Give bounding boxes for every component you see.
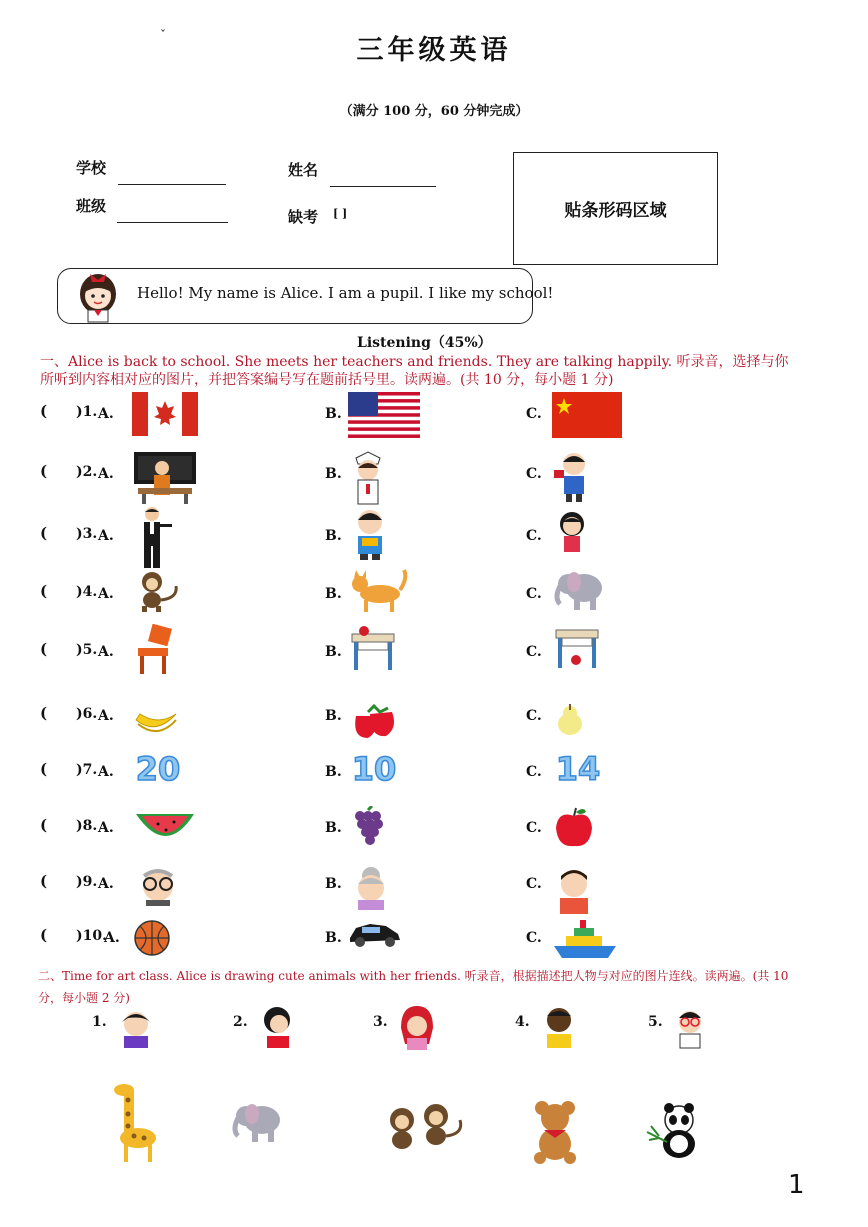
question-row bbox=[0, 694, 868, 744]
ship-icon[interactable] bbox=[552, 918, 618, 966]
answer-bracket[interactable]: ( bbox=[40, 926, 48, 944]
strawberry-icon[interactable] bbox=[348, 702, 400, 746]
ball-icon[interactable] bbox=[132, 918, 172, 962]
intro-speech: Hello! My name is Alice. I am a pupil. I like my school! bbox=[137, 284, 554, 302]
china-flag-icon[interactable] bbox=[552, 392, 622, 442]
kid-number: 3. bbox=[373, 1014, 388, 1030]
class-field[interactable] bbox=[117, 222, 228, 223]
part1-instruction bbox=[40, 353, 800, 389]
option-label-b: B. bbox=[325, 406, 342, 422]
banana-icon[interactable] bbox=[132, 702, 180, 742]
barcode-area bbox=[513, 152, 718, 265]
kid-number: 2. bbox=[233, 1014, 248, 1030]
page-title: 三年级英语 bbox=[356, 35, 512, 66]
option-label-c: C. bbox=[526, 764, 542, 780]
cat-icon[interactable] bbox=[348, 568, 408, 618]
option-label-a: A. bbox=[98, 586, 114, 602]
part1-text: Alice is back to school. She meets her teachers and friends. They are talking happily. 听录音，选择与你所听到内容相对应的图片，并把答案编号写在题前括号里。读两遍。(共 10 分，每小题 1 分) bbox=[40, 354, 789, 388]
part2-prefix: 二、 bbox=[38, 969, 63, 983]
question-row bbox=[0, 452, 868, 502]
option-label-c: C. bbox=[526, 466, 542, 482]
monkey-icon[interactable] bbox=[132, 568, 184, 616]
question-row bbox=[0, 806, 868, 856]
stray-mark: ˇ bbox=[160, 28, 166, 42]
man-icon[interactable] bbox=[132, 506, 172, 574]
answer-bracket[interactable]: ( bbox=[40, 816, 48, 834]
question-row bbox=[0, 514, 868, 564]
answer-bracket[interactable]: ( bbox=[40, 462, 48, 480]
answer-bracket[interactable]: ( bbox=[40, 402, 48, 420]
watermelon-icon[interactable] bbox=[132, 806, 198, 850]
nurse-icon[interactable] bbox=[348, 448, 388, 510]
question-row bbox=[0, 862, 868, 912]
panda-icon[interactable] bbox=[645, 1102, 705, 1164]
kid-4-icon[interactable] bbox=[537, 1004, 581, 1054]
kid-3-icon[interactable] bbox=[395, 1004, 439, 1054]
option-label-c: C. bbox=[526, 820, 542, 836]
answer-bracket[interactable]: ( bbox=[40, 760, 48, 778]
chair-icon[interactable] bbox=[132, 624, 176, 680]
question-row bbox=[0, 392, 868, 442]
grandpa-icon[interactable] bbox=[132, 866, 184, 910]
grapes-icon[interactable] bbox=[348, 806, 384, 852]
school-field[interactable] bbox=[118, 184, 226, 185]
option-label-b: B. bbox=[325, 930, 342, 946]
boy-icon[interactable] bbox=[348, 506, 392, 564]
option-label-c: C. bbox=[526, 876, 542, 892]
question-number: )8. bbox=[76, 818, 98, 834]
desk-apple-under-icon[interactable] bbox=[552, 624, 602, 678]
answer-bracket[interactable]: ( bbox=[40, 524, 48, 542]
option-label-c: C. bbox=[526, 708, 542, 724]
class-label: 班级 bbox=[76, 197, 107, 215]
giraffe-icon[interactable] bbox=[110, 1082, 162, 1168]
teacher-at-board-icon[interactable] bbox=[132, 448, 198, 510]
option-label-b: B. bbox=[325, 466, 342, 482]
question-number: )2. bbox=[76, 464, 98, 480]
option-label-a: A. bbox=[98, 406, 114, 422]
answer-bracket[interactable]: ( bbox=[40, 872, 48, 890]
question-row bbox=[0, 916, 868, 966]
score-info: （满分 100 分，60 分钟完成） bbox=[339, 104, 529, 119]
option-label-b: B. bbox=[325, 708, 342, 724]
canada-flag-icon[interactable] bbox=[132, 392, 198, 440]
option-label-a: A. bbox=[98, 764, 114, 780]
option-label-a: A. bbox=[98, 876, 114, 892]
option-label-c: C. bbox=[526, 930, 542, 946]
option-label-b: B. bbox=[325, 644, 342, 660]
answer-bracket[interactable]: ( bbox=[40, 582, 48, 600]
elephant-icon[interactable] bbox=[552, 568, 608, 616]
option-label-b: B. bbox=[325, 586, 342, 602]
option-label-b: B. bbox=[325, 876, 342, 892]
option-label-c: C. bbox=[526, 406, 542, 422]
kid-number: 4. bbox=[515, 1014, 530, 1030]
car-icon[interactable] bbox=[348, 918, 402, 952]
question-number: )1. bbox=[76, 404, 98, 420]
absent-label: 缺考 bbox=[288, 208, 319, 226]
school-label: 学校 bbox=[76, 159, 107, 177]
barcode-label: 贴条形码区域 bbox=[564, 201, 667, 221]
question-number: )6. bbox=[76, 706, 98, 722]
girl-icon[interactable] bbox=[552, 506, 592, 560]
question-number: )10. bbox=[76, 928, 107, 944]
apple-icon[interactable] bbox=[552, 806, 596, 854]
svg-text:10: 10 bbox=[351, 750, 397, 786]
number-10-icon[interactable] bbox=[348, 750, 400, 790]
number-20-icon[interactable] bbox=[132, 750, 184, 790]
question-row bbox=[0, 572, 868, 622]
answer-bracket[interactable]: ( bbox=[40, 640, 48, 658]
option-label-b: B. bbox=[325, 764, 342, 780]
svg-text:14: 14 bbox=[555, 750, 601, 786]
option-label-b: B. bbox=[325, 528, 342, 544]
kid-5-icon[interactable] bbox=[670, 1004, 710, 1054]
kid-2-icon[interactable] bbox=[255, 1004, 299, 1052]
alice-avatar-icon bbox=[70, 264, 126, 326]
part2-text: Time for art class. Alice is drawing cute animals with her friends. 听录音，根据描述把人物与对应的图片连线。读两遍。(共 10 分，每小题 2 分) bbox=[38, 969, 789, 1005]
desk-apple-on-top-icon[interactable] bbox=[348, 624, 398, 678]
option-label-a: A. bbox=[104, 930, 120, 946]
question-number: )9. bbox=[76, 874, 98, 890]
kid-number: 1. bbox=[92, 1014, 107, 1030]
question-row bbox=[0, 750, 868, 800]
option-label-a: A. bbox=[98, 528, 114, 544]
name-label: 姓名 bbox=[288, 161, 319, 179]
option-label-c: C. bbox=[526, 586, 542, 602]
number-14-icon[interactable] bbox=[552, 750, 604, 790]
name-field[interactable] bbox=[330, 186, 436, 187]
monkeys-icon[interactable] bbox=[380, 1100, 464, 1156]
elephant-icon[interactable] bbox=[230, 1100, 286, 1148]
grandma-icon[interactable] bbox=[348, 866, 394, 916]
question-number: )5. bbox=[76, 642, 98, 658]
option-label-a: A. bbox=[98, 644, 114, 660]
section-heading: Listening（45%） bbox=[357, 335, 492, 351]
dad-icon[interactable] bbox=[552, 866, 596, 920]
question-number: )3. bbox=[76, 526, 98, 542]
kid-1-icon[interactable] bbox=[114, 1004, 158, 1052]
kid-number: 5. bbox=[648, 1014, 663, 1030]
boy-with-flag-icon[interactable] bbox=[552, 448, 596, 508]
option-label-a: A. bbox=[98, 466, 114, 482]
pear-icon[interactable] bbox=[552, 702, 588, 740]
answer-bracket[interactable]: ( bbox=[40, 704, 48, 722]
option-label-c: C. bbox=[526, 644, 542, 660]
page-number: 1 bbox=[788, 1170, 805, 1200]
option-label-c: C. bbox=[526, 528, 542, 544]
part2-instruction bbox=[38, 965, 798, 1009]
svg-text:20: 20 bbox=[135, 750, 181, 786]
part1-prefix: 一、 bbox=[40, 354, 68, 370]
teddy-bear-icon[interactable] bbox=[530, 1098, 580, 1168]
option-label-a: A. bbox=[98, 820, 114, 836]
usa-flag-icon[interactable] bbox=[348, 392, 420, 442]
absent-checkbox[interactable]: [ ] bbox=[333, 207, 348, 220]
option-label-b: B. bbox=[325, 820, 342, 836]
question-row bbox=[0, 630, 868, 680]
option-label-a: A. bbox=[98, 708, 114, 724]
question-number: )7. bbox=[76, 762, 98, 778]
question-number: )4. bbox=[76, 584, 98, 600]
